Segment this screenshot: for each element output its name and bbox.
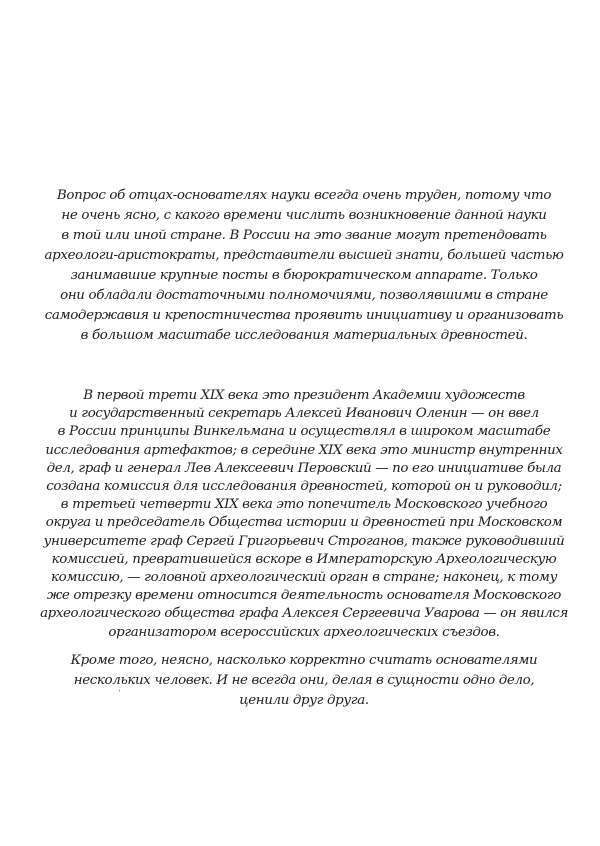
text-line: нескольких человек. И не всегда они, делая в сущности одно дело, — [73, 672, 535, 688]
text-line: они обладали достаточными полномочиями, позволявшими в стране — [60, 288, 548, 303]
text-line: в той или иной стране. В России на это звание могут претендовать — [61, 228, 547, 243]
text-line: самодержавия и крепостничества проявить инициативу и организовать — [44, 308, 564, 323]
text-line: же отрезку времени относится деятельность основателя Московского — [46, 588, 562, 604]
text-line: археологи-аристократы, представители высшей знати, большей частью — [44, 248, 564, 263]
text-line: в России принципы Винкельмана и осуществлял в широком масштабе — [57, 424, 551, 440]
text-line: Вопрос об отцах-основателях науки всегда очень труден, потому что — [56, 188, 552, 203]
text-line: комиссией, превратившейся вскоре в Императорскую Археологическую — [51, 551, 557, 567]
text-line: создана комиссия для исследования древностей, которой он и руководил; — [46, 479, 562, 495]
text-line: Кроме того, неясно, насколько корректно считать основателями — [70, 652, 538, 668]
text-line: В первой трети XIX века это президент Академии художеств — [83, 388, 525, 403]
text-line: округа и председатель Общества истории и древностей при Московском — [45, 515, 563, 531]
text-line: занимавшие крупные посты в бюрократическом аппарате. Только — [70, 268, 538, 283]
text-line: организатором всероссийских археологических съездов. — [108, 624, 500, 640]
paragraph-1 — [40, 186, 568, 346]
paragraph-2 — [40, 387, 568, 642]
text-line: не очень ясно, с какого времени числить возникновение данной науки — [61, 208, 547, 223]
scan-speck — [119, 689, 120, 692]
text-line: комиссию, — головной археологический орган в стране; наконец, к тому — [51, 570, 557, 586]
paragraph-3 — [40, 651, 568, 711]
text-line: в третьей четверти XIX века это попечитель Московского учебного — [60, 497, 548, 513]
text-line: исследования артефактов; в середине XIX века это министр внутренних — [45, 442, 563, 458]
text-line: дел, граф и генерал Лев Алексеевич Перовский — по его инициативе была — [46, 460, 562, 476]
text-line: университете граф Сергей Григорьевич Строганов, также руководивший — [43, 533, 565, 549]
text-line: археологического общества графа Алексея Сергеевича Уварова — он явился — [40, 606, 568, 622]
text-line: ценили друг друга. — [239, 692, 369, 708]
text-line: и государственный секретарь Алексей Иванович Оленин — он ввел — [69, 406, 539, 422]
text-column — [40, 186, 568, 711]
text-line: в большом масштабе исследования материальных древностей. — [80, 328, 528, 343]
